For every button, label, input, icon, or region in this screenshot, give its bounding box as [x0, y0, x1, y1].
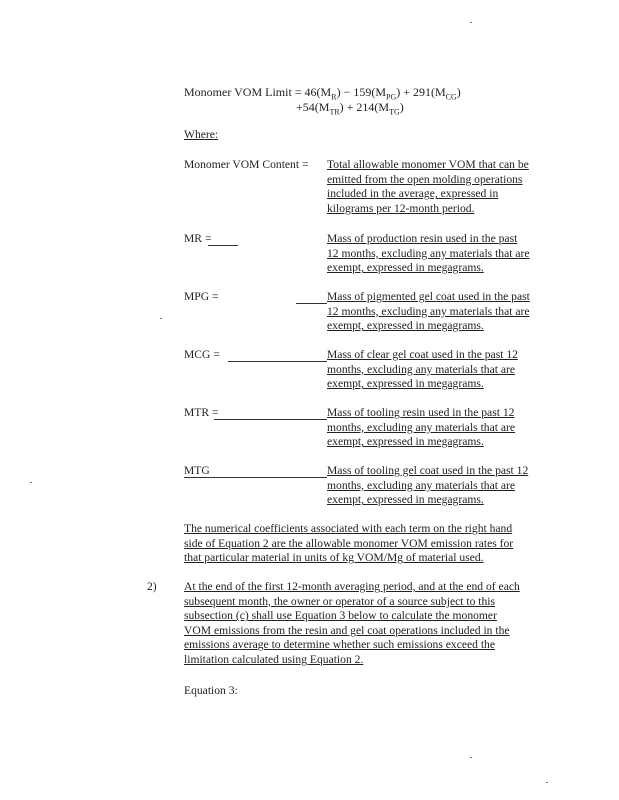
scan-speck — [470, 757, 472, 758]
definition-line: Mass of tooling resin used in the past 12 — [327, 406, 515, 419]
term-monomer-vom-content: Monomer VOM Content = — [184, 158, 309, 171]
definition-line: kilograms per 12-month period. — [327, 201, 475, 215]
definition-line: exempt, expressed in megagrams. — [327, 319, 484, 333]
coefficients-paragraph — [184, 522, 513, 566]
paragraph-line: The numerical coefficients associated with each term on the right hand — [184, 522, 513, 535]
definition-line: Mass of clear gel coat used in the past 12 — [327, 348, 518, 361]
equation-line-1 — [184, 85, 461, 101]
paragraph-line: emissions average to determine whether such emissions exceed the — [184, 638, 495, 652]
paragraph-line: limitation calculated using Equation 2. — [184, 652, 364, 666]
definition-line: Mass of pigmented gel coat used in the past — [327, 290, 530, 303]
definition-mr — [327, 232, 545, 276]
item-2-number: 2) — [147, 580, 157, 593]
term-mtg-rule — [184, 477, 327, 478]
equation-line-2-text: +54(M — [296, 100, 330, 114]
item-2-paragraph — [184, 580, 520, 668]
definition-line: 12 months, excluding any materials that are — [327, 246, 530, 260]
term-mr: MR = — [184, 232, 212, 245]
paragraph-line: VOM emissions from the resin and gel coat operations included in the — [184, 623, 510, 637]
term-mcg: MCG = — [184, 348, 220, 361]
term-mtr-rule — [214, 419, 327, 420]
equation-3-label: Equation 3: — [184, 684, 238, 697]
eq-term-c-end: ) — [456, 85, 461, 99]
definition-mcg — [327, 348, 545, 392]
paragraph-line: that particular material in units of kg VOM/Mg of material used. — [184, 551, 484, 565]
definition-mpg — [327, 290, 545, 334]
definition-line: exempt, expressed in megagrams. — [327, 493, 484, 507]
eq-sub-tg: TG — [389, 107, 400, 117]
definition-line: included in the average, expressed in — [327, 187, 499, 201]
term-mtr: MTR = — [184, 406, 219, 419]
term-mtg: MTG — [184, 464, 210, 477]
eq-term-c: ) + 291(M — [396, 85, 446, 99]
eq-term-e-end: ) — [399, 100, 404, 114]
definition-monomer-vom-content — [327, 158, 545, 216]
eq-term-b: ) − 159(M — [336, 85, 386, 99]
term-mcg-rule — [228, 361, 327, 362]
scan-speck — [160, 318, 162, 319]
eq-sub-pg: PG — [386, 92, 397, 102]
definition-mtg — [327, 464, 545, 508]
definition-line: exempt, expressed in megagrams. — [327, 435, 484, 449]
paragraph-line: subsequent month, the owner or operator of a source subject to this — [184, 594, 496, 608]
definition-line: months, excluding any materials that are — [327, 362, 516, 376]
where-label: Where: — [184, 128, 219, 141]
scan-speck — [470, 22, 472, 23]
definition-line: Mass of tooling gel coat used in the past 12 — [327, 464, 529, 477]
term-mpg: MPG = — [184, 290, 219, 303]
term-mpg-rule — [296, 303, 327, 304]
eq-sub-r: R — [331, 92, 337, 102]
definition-line: months, excluding any materials that are — [327, 478, 516, 492]
eq-sub-cg: CG — [445, 92, 457, 102]
paragraph-line: At the end of the first 12-month averaging period, and at the end of each — [184, 580, 520, 593]
definition-line: exempt, expressed in megagrams. — [327, 261, 484, 275]
definition-mtr — [327, 406, 545, 450]
definition-line: emitted from the open molding operations — [327, 172, 523, 186]
definition-line: Total allowable monomer VOM that can be — [327, 158, 529, 171]
equation-line-1-text: Monomer VOM Limit = 46(M — [184, 85, 332, 99]
definition-line: Mass of production resin used in the past — [327, 232, 518, 245]
equation-line-2 — [296, 100, 404, 116]
paragraph-line: side of Equation 2 are the allowable monomer VOM emission rates for — [184, 536, 514, 550]
scan-speck — [546, 782, 548, 783]
scan-speck — [30, 482, 32, 483]
definition-line: 12 months, excluding any materials that are — [327, 304, 530, 318]
eq-sub-tr: TR — [329, 107, 340, 117]
term-mr-rule — [208, 245, 238, 246]
definition-line: months, excluding any materials that are — [327, 420, 516, 434]
paragraph-line: subsection (c) shall use Equation 3 below to calculate the monomer — [184, 609, 497, 623]
eq-term-e: ) + 214(M — [339, 100, 390, 114]
definition-line: exempt, expressed in megagrams. — [327, 377, 484, 391]
